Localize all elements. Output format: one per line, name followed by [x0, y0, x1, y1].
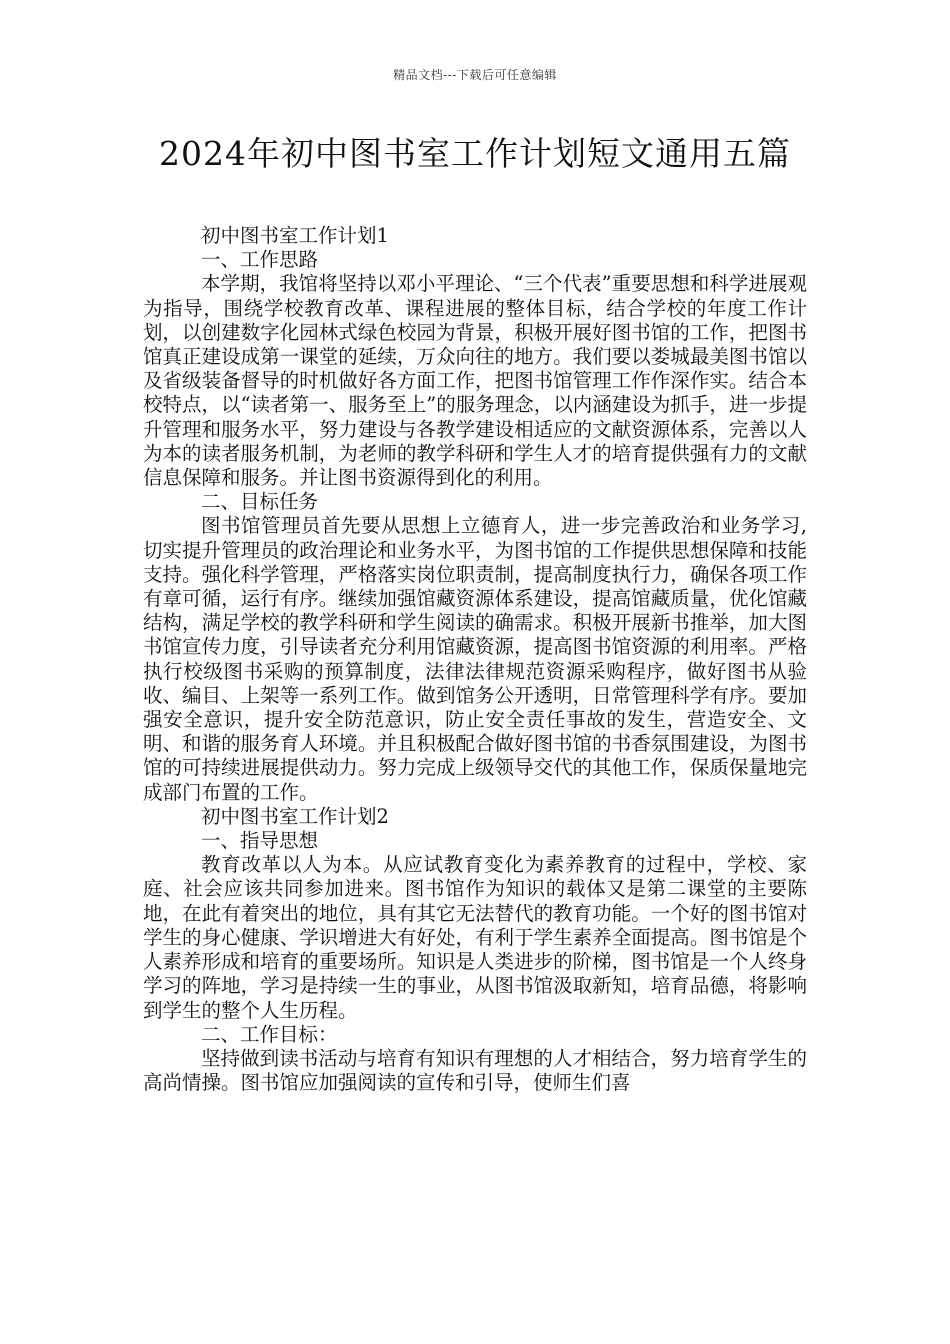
subsection-heading: 一、工作思路	[201, 248, 319, 272]
page-header: 精品文档---下载后可任意编辑	[393, 68, 557, 82]
section-heading: 初中图书室工作计划1	[201, 224, 389, 247]
section-heading: 初中图书室工作计划2	[201, 804, 389, 828]
subsection-heading: 一、指导思想	[201, 829, 319, 853]
subsection-heading: 二、工作目标：	[201, 1022, 338, 1046]
document-body	[143, 224, 807, 1095]
subsection-heading: 二、目标任务	[201, 490, 319, 514]
body-paragraph: 图书馆管理员首先要从思想上立德育人，进一步完善政治和业务学习,切实提升管理员的政治理论和业务水平，为图书馆的工作提供思想保障和技能支持。强化科学管理，严格落实岗位职责制，提高制度执行力，确保各项工作有章可循，运行有序。继续加强馆藏资源体系建设，提高馆藏质量，优化馆藏结构，满足学校的教学科研和学生阅读的确需求。积极开展新书推举，加大图书馆宣传力度，引导读者充分利用馆藏资源，提高图书馆资源的利用率。严格执行校级图书采购的预算制度，法律法律规范资源采购程序，做好图书从验收、编目、上架等一系列工作。做到馆务公开透明，日常管理科学有序。要加强安全意识，提升安全防范意识，防止安全责任事故的发生，营造安全、文明、和谐的服务育人环境。并且积极配合做好图书馆的书香氛围建设，为图书馆的可持续进展提供动力。努力完成上级领导交代的其他工作，保质保量地完成部门布置的工作。	[143, 514, 807, 804]
body-paragraph: 教育改革以人为本。从应试教育变化为素养教育的过程中，学校、家庭、社会应该共同参加进来。图书馆作为知识的载体又是第二课堂的主要陈地，在此有着突出的地位，具有其它无法替代的教育功能。一个好的图书馆对学生的身心健康、学识增进大有好处，有利于学生素养全面提高。图书馆是个人素养形成和培育的重要场所。知识是人类进步的阶梯，图书馆是一个人终身学习的阵地，学习是持续一生的事业，从图书馆汲取新知，培育品德，将影响到学生的整个人生历程。	[143, 853, 807, 1022]
document-title: 2024年初中图书室工作计划短文通用五篇	[159, 134, 791, 173]
body-paragraph: 本学期，我馆将坚持以邓小平理论、“三个代表”重要思想和科学进展观为指导，围绕学校教育改革、课程进展的整体目标，结合学校的年度工作计划，以创建数字化园林式绿色校园为背景，积极开展好图书馆的工作，把图书馆真正建设成第一课堂的延续，万众向往的地方。我们要以娄城最美图书馆以及省级装备督导的时机做好各方面工作，把图书馆管理工作作深作实。结合本校特点，以“读者第一、服务至上”的服务理念，以内涵建设为抓手，进一步提升管理和服务水平，努力建设与各教学建设相适应的文献资源体系，完善以人为本的读者服务机制，为老师的教学科研和学生人才的培育提供强有力的文献信息保障和服务。并让图书资源得到化的利用。	[143, 272, 807, 490]
body-paragraph: 坚持做到读书活动与培育有知识有理想的人才相结合，努力培育学生的高尚情操。图书馆应加强阅读的宣传和引导，使师生们喜	[143, 1046, 807, 1095]
